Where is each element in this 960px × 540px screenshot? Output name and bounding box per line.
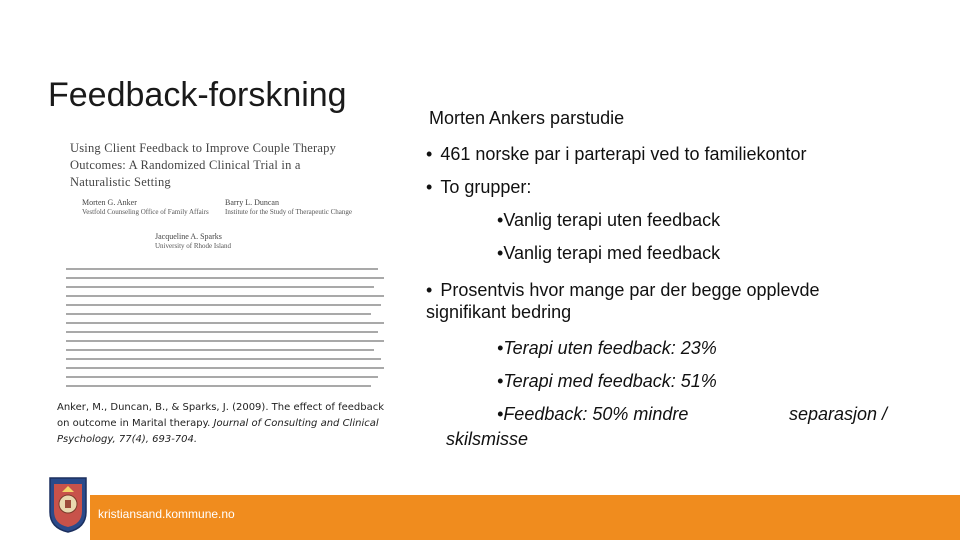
citation-journal: Journal of Consulting and Clinical Psychology, 77(4), 693-704. xyxy=(57,418,379,445)
paper-author-3-affiliation: University of Rhode Island xyxy=(155,242,232,250)
bullet-2 xyxy=(426,176,531,198)
bullet-2a xyxy=(497,209,720,231)
bullet-dot: • xyxy=(497,404,504,424)
bullet-dot: • xyxy=(426,144,433,164)
paper-abstract xyxy=(66,268,384,394)
paper-author-2-name: Barry L. Duncan xyxy=(225,198,279,207)
bullet-4-continuation: separasjon / xyxy=(789,404,888,424)
bullet-4-text: Feedback: 50% mindre xyxy=(503,404,689,424)
citation-text: Anker, M., Duncan, B., & Sparks, J. (2009). The effect of feedback on outcome in Marital therapy. xyxy=(57,402,385,429)
bullet-dot: • xyxy=(426,280,433,300)
bullet-3a-text: Terapi uten feedback: 23% xyxy=(503,338,717,358)
bullet-dot: • xyxy=(426,177,433,197)
footer-url[interactable]: kristiansand.kommune.no xyxy=(98,507,235,521)
bullet-dot: • xyxy=(497,210,504,230)
bullet-4 xyxy=(497,403,688,425)
bullet-3b-text: Terapi med feedback: 51% xyxy=(503,371,717,391)
bullet-2-text: To grupper: xyxy=(440,177,532,197)
paper-author-2-affiliation: Institute for the Study of Therapeutic Change xyxy=(225,208,353,216)
slide-title: Feedback-forskning xyxy=(48,76,347,114)
municipality-crest-icon xyxy=(48,474,88,534)
paper-author-3-name: Jacqueline A. Sparks xyxy=(155,232,222,241)
bullet-dot: • xyxy=(497,371,504,391)
bullet-4-wrap: skilsmisse xyxy=(446,429,529,449)
bullet-2a-text: Vanlig terapi uten feedback xyxy=(503,210,721,230)
paper-title: Using Client Feedback to Improve Couple Therapy Outcomes: A Randomized Clinical Trial in a Naturalistic Setting xyxy=(70,141,337,189)
paper-thumbnail xyxy=(60,128,390,390)
paper-author-1-affiliation: Vestfold Counseling Office of Family Affairs xyxy=(82,208,209,216)
bullet-3b xyxy=(497,370,717,392)
bullet-1 xyxy=(426,143,807,165)
bullet-3 xyxy=(426,279,886,323)
bullet-1-text: 461 norske par i parterapi ved to familiekontor xyxy=(440,144,807,164)
paper-author-1-name: Morten G. Anker xyxy=(82,198,137,207)
bullet-3a xyxy=(497,337,717,359)
subtitle: Morten Ankers parstudie xyxy=(429,108,625,128)
bullet-dot: • xyxy=(497,243,504,263)
bullet-dot: • xyxy=(497,338,504,358)
paper-author-1 xyxy=(82,198,209,217)
bullet-2b-text: Vanlig terapi med feedback xyxy=(503,243,721,263)
paper-author-3 xyxy=(155,232,231,251)
bullet-3-text: Prosentvis hvor mange par der begge opplevde signifikant bedring xyxy=(426,280,820,322)
paper-author-2 xyxy=(225,198,352,217)
bullet-2b xyxy=(497,242,720,264)
citation xyxy=(57,400,397,448)
